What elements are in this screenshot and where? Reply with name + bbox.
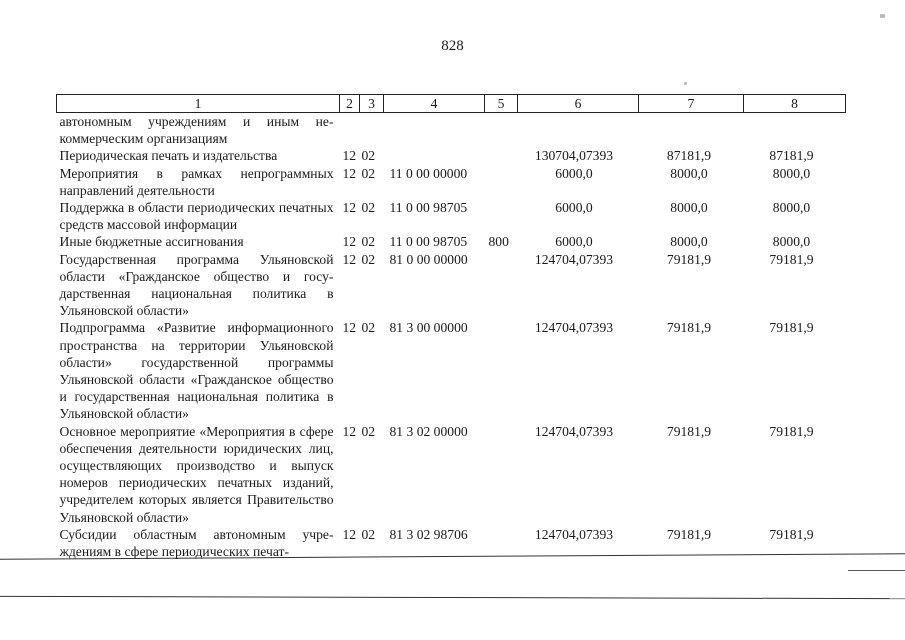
row-amount-col8 xyxy=(744,113,846,148)
row-subsection xyxy=(360,113,384,148)
row-section: 12 xyxy=(342,320,357,336)
row-target-article: 81 3 00 00000 xyxy=(389,320,468,336)
header-col-4: 4 xyxy=(384,95,485,113)
row-section: 12 xyxy=(342,234,357,250)
row-section: 12 xyxy=(342,251,357,267)
table-row xyxy=(57,165,846,199)
row-subsection: 02 xyxy=(361,423,376,439)
table-body xyxy=(57,113,846,561)
row-amount-col6: 6000,0 xyxy=(555,200,593,216)
row-subsection: 02 xyxy=(361,251,376,267)
row-amount-col7: 8000,0 xyxy=(670,234,708,250)
row-amount-col8: 79181,9 xyxy=(769,526,814,542)
row-target-article: 81 3 02 98706 xyxy=(389,526,468,542)
table-row xyxy=(57,251,846,320)
row-expense-type xyxy=(485,251,518,320)
budget-table xyxy=(56,94,846,560)
page-number: 828 xyxy=(441,38,464,54)
row-amount-col8: 79181,9 xyxy=(769,320,814,336)
header-col-8: 8 xyxy=(744,95,846,113)
row-expense-type xyxy=(485,319,518,422)
row-section: 12 xyxy=(342,526,357,542)
table-row xyxy=(57,113,846,148)
row-name: Подпрограмма «Развитие информационного пространства на территории Ульяновской области» государственной программы Ульяновской области «Гражданское общество и государственная национальная политика в Ульяновской области» xyxy=(59,320,334,422)
row-amount-col7: 79181,9 xyxy=(666,526,712,542)
row-target-article: 81 3 02 00000 xyxy=(389,423,468,439)
table-header xyxy=(57,95,846,113)
row-section: 12 xyxy=(342,148,357,164)
row-name: автономным учреждениям и иным некоммерческим организациям xyxy=(59,114,334,147)
row-section: 12 xyxy=(342,165,357,181)
row-amount-col6: 124704,07393 xyxy=(534,320,614,336)
row-expense-type: 800 xyxy=(488,234,509,250)
row-target-article: 11 0 00 98705 xyxy=(389,234,468,250)
row-subsection: 02 xyxy=(361,165,376,181)
row-subsection: 02 xyxy=(361,148,376,164)
table-row xyxy=(57,423,846,526)
row-amount-col7: 8000,0 xyxy=(670,165,708,181)
header-col-6: 6 xyxy=(518,95,639,113)
row-name: Основное мероприятие «Мероприятия в сфере обеспечения деятельности юридических лиц, осуществляющих производство и выпуск номеров периодических печатных изданий, учредителем которых является Правительство Ульяновской области» xyxy=(59,423,334,525)
row-amount-col8: 8000,0 xyxy=(772,234,811,250)
row-target-article xyxy=(384,147,485,164)
row-amount-col6: 130704,07393 xyxy=(534,148,614,164)
row-section: 12 xyxy=(342,200,357,216)
header-col-7: 7 xyxy=(639,95,744,113)
row-target-article: 81 0 00 00000 xyxy=(389,251,468,267)
row-target-article xyxy=(384,113,485,148)
row-subsection: 02 xyxy=(361,526,376,542)
row-amount-col6 xyxy=(518,113,639,148)
row-subsection: 02 xyxy=(361,200,376,216)
header-col-5: 5 xyxy=(485,95,518,113)
row-expense-type xyxy=(485,165,518,199)
header-col-2: 2 xyxy=(340,95,360,113)
row-amount-col8: 79181,9 xyxy=(769,251,814,267)
row-expense-type xyxy=(485,113,518,148)
row-target-article: 11 0 00 98705 xyxy=(389,200,468,216)
row-amount-col7: 8000,0 xyxy=(670,200,708,216)
row-expense-type xyxy=(485,147,518,164)
row-expense-type xyxy=(485,423,518,526)
row-name: Государственная программа Ульяновской области «Гражданское общество и государственная национальная политика в Ульяновской области» xyxy=(59,251,334,319)
scan-rule-line xyxy=(0,596,905,599)
row-name: Периодическая печать и издательства xyxy=(59,148,278,164)
row-amount-col8: 87181,9 xyxy=(769,148,814,164)
header-col-3: 3 xyxy=(360,95,384,113)
row-target-article: 11 0 00 00000 xyxy=(389,165,468,181)
row-name: Субсидии областным автономным учреждениям в сфере периодических печат- xyxy=(59,526,334,560)
table-row xyxy=(57,199,846,233)
row-expense-type xyxy=(485,199,518,233)
row-amount-col6: 124704,07393 xyxy=(534,423,614,439)
row-amount-col7 xyxy=(639,113,744,148)
row-subsection: 02 xyxy=(361,234,376,250)
row-section xyxy=(340,113,360,148)
row-amount-col6: 6000,0 xyxy=(555,165,593,181)
scan-rule-line xyxy=(848,570,905,571)
row-amount-col8: 8000,0 xyxy=(772,200,811,216)
row-amount-col7: 79181,9 xyxy=(666,251,712,267)
row-name: Иные бюджетные ассигнования xyxy=(59,234,244,250)
scan-speck xyxy=(880,14,885,18)
row-amount-col7: 87181,9 xyxy=(666,148,712,164)
row-amount-col6: 124704,07393 xyxy=(534,251,614,267)
scan-speck xyxy=(684,82,687,85)
header-row xyxy=(57,95,846,113)
row-section: 12 xyxy=(342,423,357,439)
row-name: Поддержка в области периодических печатных средств массовой информации xyxy=(59,200,334,233)
row-amount-col6: 124704,07393 xyxy=(534,526,614,542)
row-name: Мероприятия в рамках непрограммных направлений деятельности xyxy=(59,165,334,198)
row-amount-col6: 6000,0 xyxy=(555,234,593,250)
row-amount-col7: 79181,9 xyxy=(666,423,712,439)
row-amount-col8: 8000,0 xyxy=(772,165,811,181)
header-col-1: 1 xyxy=(57,95,340,113)
row-subsection: 02 xyxy=(361,320,376,336)
row-amount-col8: 79181,9 xyxy=(769,423,814,439)
table-row xyxy=(57,147,846,164)
table-row xyxy=(57,319,846,422)
table-row xyxy=(57,233,846,250)
row-amount-col7: 79181,9 xyxy=(666,320,712,336)
